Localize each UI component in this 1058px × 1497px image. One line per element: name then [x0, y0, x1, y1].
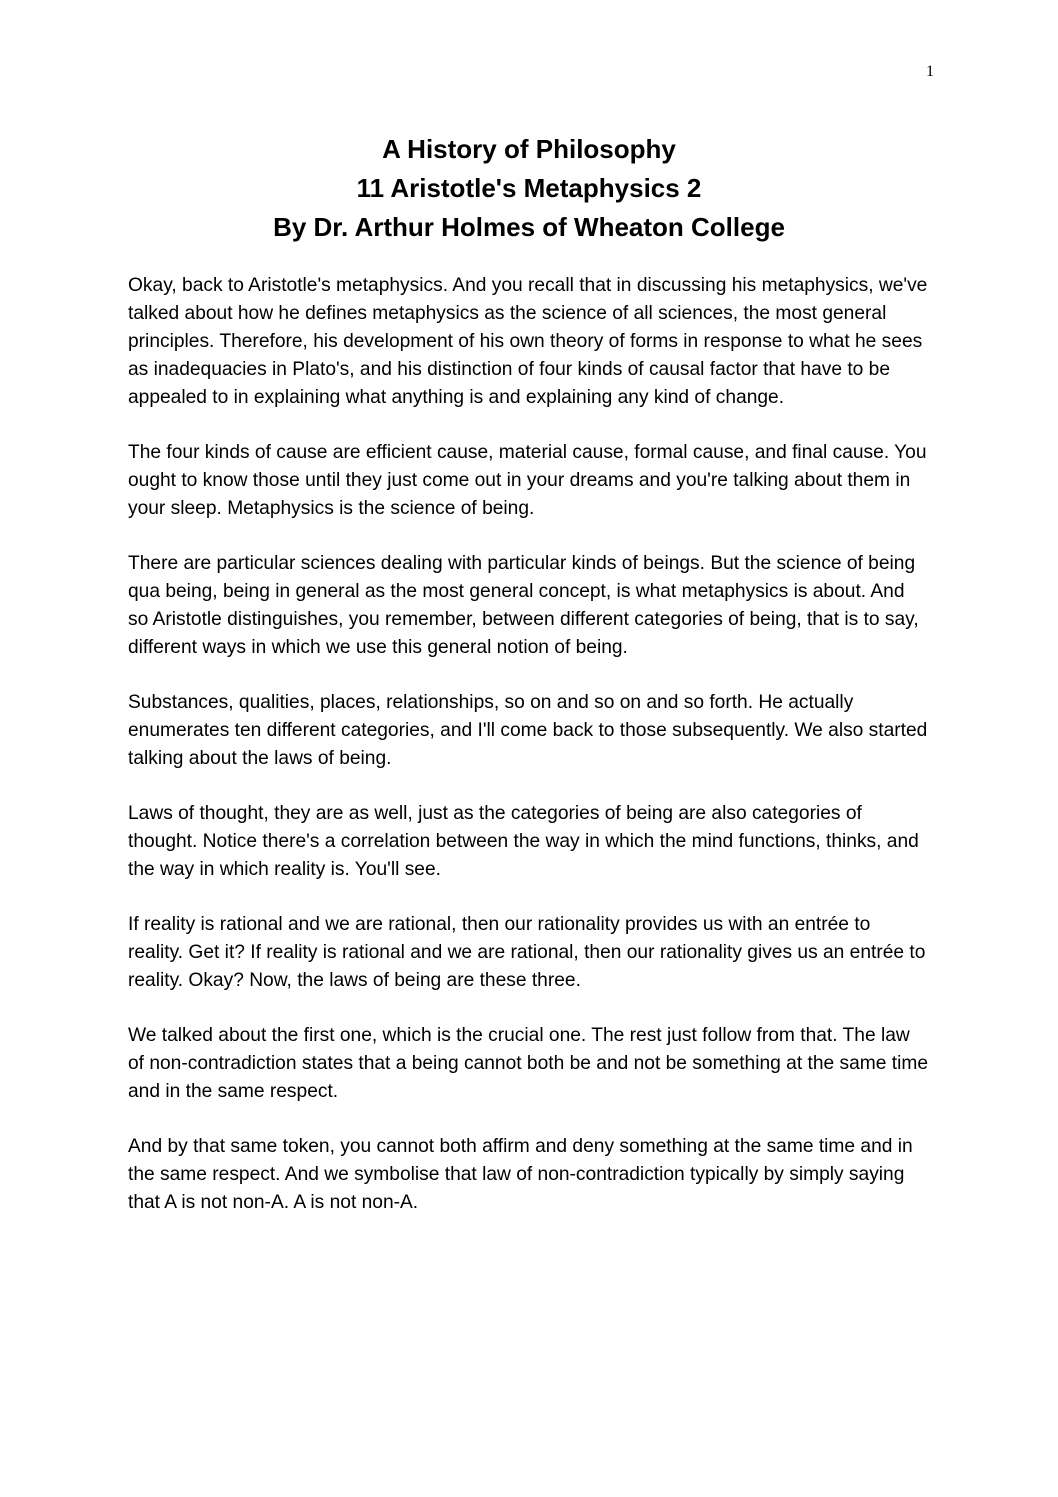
paragraph: Laws of thought, they are as well, just as the categories of being are also categories of thought. Notice there's a correlation between the way in which the mind functions, thinks, and the way in which reality is. You'll see. [128, 803, 919, 880]
document-title [0, 130, 1058, 247]
page-number: 1 [926, 63, 934, 80]
paragraph: Okay, back to Aristotle's metaphysics. And you recall that in discussing his metaphysics, we've talked about how he defines metaphysics as the science of all sciences, the most general principles. Therefore, his development of his own theory of forms in response to what he sees as inadequacies in Plato's, and his distinction of four kinds of causal factor that have to be appealed to in explaining what anything is and explaining any kind of change. [128, 275, 928, 408]
paragraph: If reality is rational and we are rational, then our rationality provides us with an entrée to reality. Get it? If reality is rational and we are rational, then our rationality gives us an entrée to reality. Okay? Now, the laws of being are these three. [128, 914, 926, 991]
title-line-series: A History of Philosophy [382, 134, 676, 164]
paragraph: Substances, qualities, places, relationships, so on and so on and so forth. He actually enumerates ten different categories, and I'll come back to those subsequently. We also started talking about the laws of being. [128, 692, 928, 769]
paragraph: There are particular sciences dealing with particular kinds of beings. But the science of being qua being, being in general as the most general concept, is what metaphysics is about. And so Aristotle distinguishes, you remember, between different categories of being, that is to say, different ways in which we use this general notion of being. [128, 553, 919, 658]
paragraph: And by that same token, you cannot both affirm and deny something at the same time and in the same respect. And we symbolise that law of non-contradiction typically by simply saying that A is not non-A. A is not non-A. [128, 1136, 913, 1213]
title-line-lecture: 11 Aristotle's Metaphysics 2 [356, 173, 702, 203]
paragraph: The four kinds of cause are efficient cause, material cause, formal cause, and final cause. You ought to know those until they just come out in your dreams and you're talking about them in your sleep. Metaphysics is the science of being. [128, 442, 927, 519]
title-line-author: By Dr. Arthur Holmes of Wheaton College [273, 212, 785, 242]
document-body [128, 272, 928, 1244]
paragraph: We talked about the first one, which is the crucial one. The rest just follow from that. The law of non-contradiction states that a being cannot both be and not be something at the same time and in the same respect. [128, 1025, 929, 1102]
